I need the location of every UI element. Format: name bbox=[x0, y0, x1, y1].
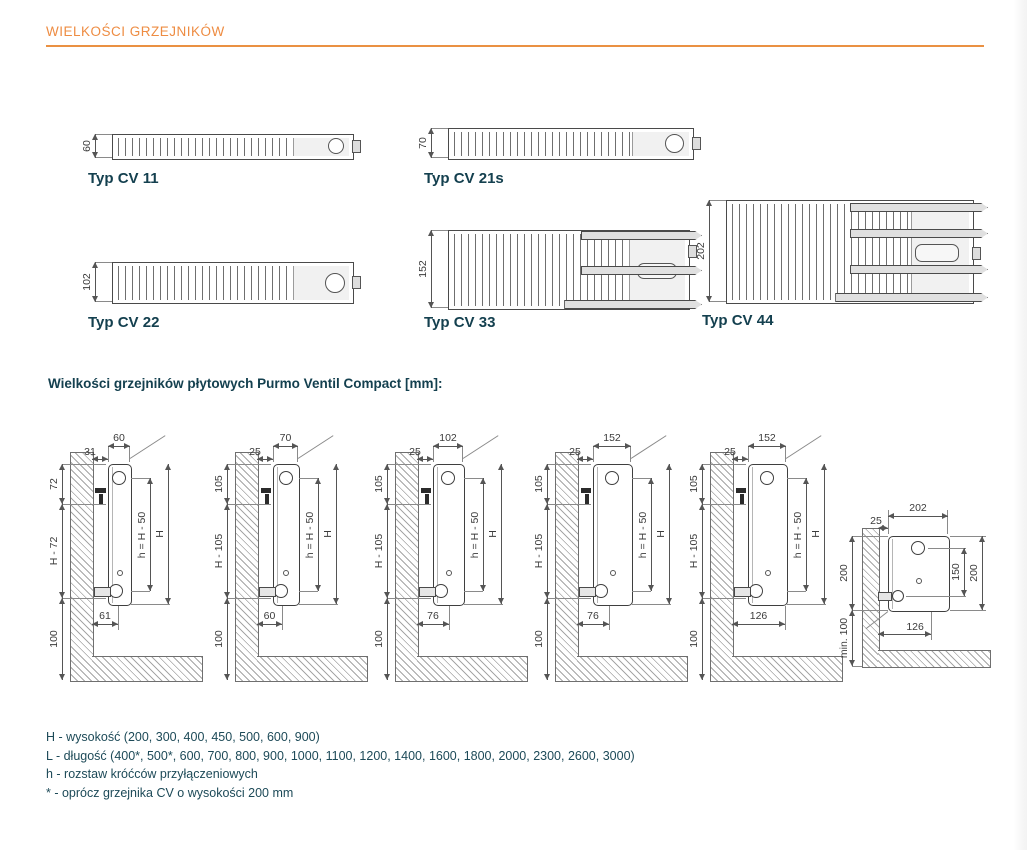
dim-extension-line bbox=[906, 596, 966, 597]
water-pipe bbox=[835, 293, 988, 302]
air-vent-plug bbox=[760, 471, 774, 485]
width-dimension-label: 60 bbox=[113, 432, 125, 444]
dim-extension-line bbox=[282, 606, 283, 630]
connection-spacing-dimension bbox=[304, 478, 319, 591]
chain-dim-top bbox=[48, 464, 63, 504]
connection-spacing-label: h = H - 50 bbox=[637, 511, 649, 558]
dim-extension-line bbox=[950, 610, 986, 611]
chain-dim-bottom bbox=[533, 598, 548, 680]
chain-dim-mid bbox=[533, 504, 548, 598]
water-pipe bbox=[850, 229, 988, 238]
dim-extension-line bbox=[632, 591, 651, 592]
foot-dimension bbox=[92, 610, 118, 625]
wall-offset-label: 25 bbox=[870, 515, 882, 527]
dim-extension-line bbox=[785, 606, 786, 630]
height-dimension-label: H bbox=[487, 530, 499, 538]
dim-extension-line bbox=[62, 598, 106, 599]
wall bbox=[395, 452, 419, 682]
depth-dimension bbox=[81, 262, 96, 302]
connection-spacing-dimension bbox=[469, 478, 484, 591]
type-label-cv21s: Typ CV 21s bbox=[424, 170, 504, 187]
dim-extension-line bbox=[387, 504, 431, 505]
depth-dimension-label: 102 bbox=[81, 273, 93, 291]
radiator-top-body bbox=[448, 230, 690, 310]
chain-dim-top bbox=[533, 464, 548, 504]
valve-pipe bbox=[734, 587, 751, 597]
dim-extension-line bbox=[931, 612, 932, 640]
foot-dimension bbox=[878, 621, 931, 635]
wall-offset-label: 31 bbox=[84, 446, 96, 458]
width-dimension bbox=[593, 432, 631, 447]
chain-dim-mid bbox=[213, 504, 228, 598]
type-label-cv22: Typ CV 22 bbox=[88, 314, 160, 331]
top-view-cv21s bbox=[417, 128, 694, 158]
chain-dim-mid-label: H - 105 bbox=[213, 533, 225, 569]
wall-offset-dimension bbox=[84, 446, 108, 460]
dim-extension-line bbox=[299, 591, 318, 592]
top-view-cv11 bbox=[81, 134, 354, 158]
dim-leader-line bbox=[463, 435, 499, 459]
valve-connection bbox=[434, 584, 448, 598]
drain-dot bbox=[765, 570, 771, 576]
connection-spacing-label: h = H - 50 bbox=[469, 511, 481, 558]
depth-dimension-label: 152 bbox=[417, 260, 429, 278]
chain-dim-top-label: 105 bbox=[373, 475, 385, 493]
dim-extension-line bbox=[464, 591, 483, 592]
dim-leader-line bbox=[130, 435, 166, 459]
air-vent-plug bbox=[112, 471, 126, 485]
drain-dot bbox=[283, 570, 289, 576]
side-view-1 bbox=[48, 428, 218, 686]
water-pipe bbox=[581, 231, 702, 240]
connection-spacing-label: h = H - 50 bbox=[304, 511, 316, 558]
floor bbox=[878, 650, 991, 668]
chain-dim-top bbox=[688, 464, 703, 504]
connection-spacing-dimension bbox=[792, 478, 807, 591]
water-pipe bbox=[581, 266, 702, 275]
side-view-4 bbox=[533, 428, 703, 686]
foot-dimension bbox=[257, 610, 282, 625]
depth-dimension bbox=[417, 230, 432, 308]
convector-fins bbox=[118, 266, 291, 300]
wall-offset-dimension bbox=[870, 515, 888, 529]
convector-fins bbox=[454, 132, 630, 156]
drain-dot bbox=[916, 578, 922, 584]
connection-spacing-dimension bbox=[136, 478, 151, 591]
top-view-cv44 bbox=[695, 200, 980, 302]
valve-connection bbox=[109, 584, 123, 598]
chain-dim-bottom bbox=[213, 598, 228, 680]
page-title: WIELKOŚCI GRZEJNIKÓW bbox=[46, 24, 225, 39]
floor bbox=[417, 656, 528, 682]
width-dimension bbox=[273, 432, 298, 447]
chain-dim-mid-label: H - 105 bbox=[533, 533, 545, 569]
height-dimension-label: H bbox=[154, 530, 166, 538]
dim-extension-line bbox=[787, 604, 826, 605]
valve-pipe bbox=[579, 587, 596, 597]
legend bbox=[46, 728, 635, 802]
water-pipe bbox=[564, 300, 702, 309]
top-view-cv22 bbox=[81, 262, 354, 302]
valve-pipe bbox=[94, 587, 111, 597]
chain-dim-height bbox=[838, 536, 853, 610]
dim-extension-line bbox=[299, 604, 338, 605]
wall-offset-label: 25 bbox=[249, 446, 261, 458]
width-dimension-label: 102 bbox=[439, 432, 457, 444]
dim-extension-line bbox=[852, 610, 888, 611]
radiator-top-body bbox=[112, 262, 354, 304]
side-view-3 bbox=[373, 428, 543, 686]
radiator-top-body bbox=[112, 134, 354, 160]
floor bbox=[732, 656, 843, 682]
foot-dimension-label: 60 bbox=[263, 610, 276, 622]
wall bbox=[70, 452, 94, 682]
depth-dimension-label: 70 bbox=[417, 137, 429, 149]
drain-dot bbox=[610, 570, 616, 576]
width-dimension bbox=[433, 432, 463, 447]
height-dimension-label: H bbox=[810, 530, 822, 538]
foot-dimension-label: 76 bbox=[427, 610, 439, 622]
connection-spacing-label: h = H - 50 bbox=[136, 511, 148, 558]
connection-spacing-dimension bbox=[950, 548, 965, 596]
wall-bracket bbox=[421, 488, 431, 493]
height-dimension-label: 200 bbox=[968, 564, 980, 582]
type-label-cv11: Typ CV 11 bbox=[88, 170, 159, 187]
chain-dim-bottom-label: 100 bbox=[688, 630, 700, 648]
width-dimension-label: 70 bbox=[279, 432, 292, 444]
dim-extension-line bbox=[118, 606, 119, 630]
foot-dimension bbox=[417, 610, 449, 625]
height-dimension bbox=[154, 464, 169, 604]
chain-dim-top-label: 105 bbox=[213, 475, 225, 493]
dim-extension-line bbox=[131, 604, 170, 605]
wall-bracket bbox=[265, 494, 269, 504]
foot-dimension-label: 126 bbox=[906, 621, 924, 633]
chain-dim-mid-label: H - 105 bbox=[373, 533, 385, 569]
dim-extension-line bbox=[787, 591, 806, 592]
connection-stub bbox=[692, 137, 701, 150]
foot-dimension bbox=[577, 610, 609, 625]
chain-dim-bottom bbox=[688, 598, 703, 680]
air-vent-plug bbox=[279, 471, 293, 485]
height-dimension-label: H bbox=[322, 530, 334, 538]
chain-dim-bottom-label: 100 bbox=[533, 630, 545, 648]
dim-extension-line bbox=[852, 666, 862, 667]
legend-line-height: H - wysokość (200, 300, 400, 450, 500, 600, 900) bbox=[46, 730, 320, 744]
dim-extension-line bbox=[464, 604, 503, 605]
air-vent-plug bbox=[911, 541, 925, 555]
legend-line-footnote: * - oprócz grzejnika CV o wysokości 200 mm bbox=[46, 785, 294, 800]
chain-dim-bottom-label: 100 bbox=[373, 630, 385, 648]
chain-dim-mid bbox=[48, 504, 63, 598]
connection-stub bbox=[352, 140, 361, 153]
dim-extension-line bbox=[702, 504, 746, 505]
foot-dimension-label: 61 bbox=[99, 610, 111, 622]
drain-dot bbox=[446, 570, 452, 576]
wall-offset-dimension bbox=[569, 446, 593, 460]
chain-dim-mid-label: H - 72 bbox=[48, 536, 60, 566]
dim-extension-line bbox=[852, 536, 888, 537]
dim-extension-line bbox=[131, 591, 150, 592]
wall-offset-label: 25 bbox=[409, 446, 421, 458]
wall-offset-label: 25 bbox=[569, 446, 581, 458]
chain-dim-mid bbox=[688, 504, 703, 598]
chain-dim-min-label: min. 100 bbox=[838, 617, 850, 659]
detail-view-h200 bbox=[838, 484, 1026, 682]
floor bbox=[257, 656, 368, 682]
title-underline bbox=[46, 45, 984, 47]
chain-dim-mid bbox=[373, 504, 388, 598]
chain-dim-top-label: 105 bbox=[688, 475, 700, 493]
dim-leader-line bbox=[786, 435, 822, 459]
valve-pipe bbox=[259, 587, 276, 597]
dim-extension-line bbox=[702, 598, 746, 599]
air-vent-plug bbox=[605, 471, 619, 485]
valve-pipe bbox=[419, 587, 436, 597]
wall bbox=[710, 452, 734, 682]
height-dimension bbox=[487, 464, 502, 604]
side-view-2 bbox=[213, 428, 383, 686]
dim-extension-line bbox=[227, 598, 271, 599]
width-dimension-label: 202 bbox=[909, 502, 927, 514]
wall-bracket bbox=[581, 488, 591, 493]
valve-connection bbox=[594, 584, 608, 598]
pipe-connection-circle bbox=[665, 134, 684, 153]
convector-fins bbox=[118, 138, 291, 156]
dim-leader-line bbox=[631, 435, 667, 459]
height-dimension bbox=[655, 464, 670, 604]
wall-bracket bbox=[585, 494, 589, 504]
height-dimension bbox=[968, 536, 983, 610]
wall-offset-dimension bbox=[724, 446, 748, 460]
radiator-top-body bbox=[448, 128, 694, 160]
dim-extension-line bbox=[547, 464, 591, 465]
floor bbox=[577, 656, 688, 682]
foot-dimension-label: 126 bbox=[749, 610, 768, 622]
width-dimension-label: 152 bbox=[758, 432, 776, 444]
chain-dim-bottom-label: 100 bbox=[213, 630, 225, 648]
pipe-connection-circle bbox=[325, 273, 345, 293]
chain-dim-min-clearance bbox=[838, 610, 853, 666]
top-view-cv33 bbox=[417, 230, 694, 308]
height-dimension-label: H bbox=[655, 530, 667, 538]
air-vent-plug bbox=[441, 471, 455, 485]
width-dimension bbox=[748, 432, 786, 447]
water-pipe bbox=[850, 203, 988, 212]
section-heading: Wielkości grzejników płytowych Purmo Ventil Compact [mm]: bbox=[48, 376, 443, 391]
depth-dimension bbox=[417, 128, 432, 158]
dim-extension-line bbox=[227, 504, 271, 505]
wall-bracket bbox=[261, 488, 271, 493]
wall-offset-dimension bbox=[249, 446, 273, 460]
pipe-connection-circle bbox=[328, 138, 344, 154]
dim-extension-line bbox=[387, 464, 431, 465]
wall-offset-dimension bbox=[409, 446, 433, 460]
radiator-top-body bbox=[726, 200, 974, 304]
wall-bracket bbox=[95, 488, 106, 493]
chain-dim-top-label: 105 bbox=[533, 475, 545, 493]
valve-connection bbox=[892, 590, 904, 602]
chain-dim-bottom bbox=[48, 598, 63, 680]
dim-extension-line bbox=[62, 464, 106, 465]
floor bbox=[92, 656, 203, 682]
connection-stub bbox=[972, 247, 981, 260]
scan-edge-shadow bbox=[1013, 0, 1027, 850]
depth-dimension-label: 60 bbox=[81, 140, 93, 152]
drain-dot bbox=[117, 570, 123, 576]
valve-connection bbox=[274, 584, 288, 598]
chain-dim-top-label: 72 bbox=[48, 478, 60, 490]
foot-dimension bbox=[732, 610, 785, 625]
wall bbox=[555, 452, 579, 682]
type-label-cv33: Typ CV 33 bbox=[424, 314, 496, 331]
valve-connection bbox=[749, 584, 763, 598]
dim-extension-line bbox=[702, 464, 746, 465]
side-view-5 bbox=[688, 428, 858, 686]
width-dimension-label: 152 bbox=[603, 432, 621, 444]
chain-dim-top bbox=[213, 464, 228, 504]
connection-spacing-dimension bbox=[637, 478, 652, 591]
height-dimension bbox=[322, 464, 337, 604]
chain-dim-mid-label: H - 105 bbox=[688, 533, 700, 569]
foot-dimension-label: 76 bbox=[587, 610, 599, 622]
dim-extension-line bbox=[547, 598, 591, 599]
dim-leader-line bbox=[298, 435, 334, 459]
water-pipe bbox=[850, 265, 988, 274]
chain-dim-height-label: 200 bbox=[838, 564, 850, 582]
type-label-cv44: Typ CV 44 bbox=[702, 312, 774, 329]
wall-bracket bbox=[425, 494, 429, 504]
wall-offset-label: 25 bbox=[724, 446, 736, 458]
valve-pipe bbox=[878, 592, 892, 601]
dim-extension-line bbox=[547, 504, 591, 505]
legend-line-length: L - długość (400*, 500*, 600, 700, 800, 900, 1000, 1100, 1200, 1400, 1600, 1800, 2000, 2300, 2600, 3000) bbox=[46, 748, 635, 763]
pipe-connection bbox=[915, 244, 959, 262]
depth-dimension bbox=[81, 134, 96, 158]
dim-extension-line bbox=[609, 606, 610, 630]
depth-dimension-label: 202 bbox=[695, 242, 707, 260]
dim-extension-line bbox=[227, 464, 271, 465]
depth-dimension bbox=[695, 200, 710, 302]
chain-dim-top bbox=[373, 464, 388, 504]
wall bbox=[235, 452, 259, 682]
height-dimension bbox=[810, 464, 825, 604]
connection-spacing-label: h = H - 50 bbox=[792, 511, 804, 558]
wall-bracket bbox=[736, 488, 746, 493]
legend-line-spacing: h - rozstaw króćców przyłączeniowych bbox=[46, 767, 258, 781]
chain-dim-bottom bbox=[373, 598, 388, 680]
convector-fins bbox=[732, 204, 909, 300]
wall-bracket bbox=[99, 494, 103, 504]
dim-extension-line bbox=[632, 604, 671, 605]
chain-dim-bottom-label: 100 bbox=[48, 630, 60, 648]
wall-bracket bbox=[740, 494, 744, 504]
connection-spacing-label: 150 bbox=[950, 563, 962, 581]
width-dimension bbox=[108, 432, 130, 447]
dim-extension-line bbox=[449, 606, 450, 630]
width-dimension bbox=[888, 502, 948, 517]
dim-extension-line bbox=[387, 598, 431, 599]
connection-stub bbox=[352, 276, 361, 289]
dim-extension-line bbox=[62, 504, 106, 505]
